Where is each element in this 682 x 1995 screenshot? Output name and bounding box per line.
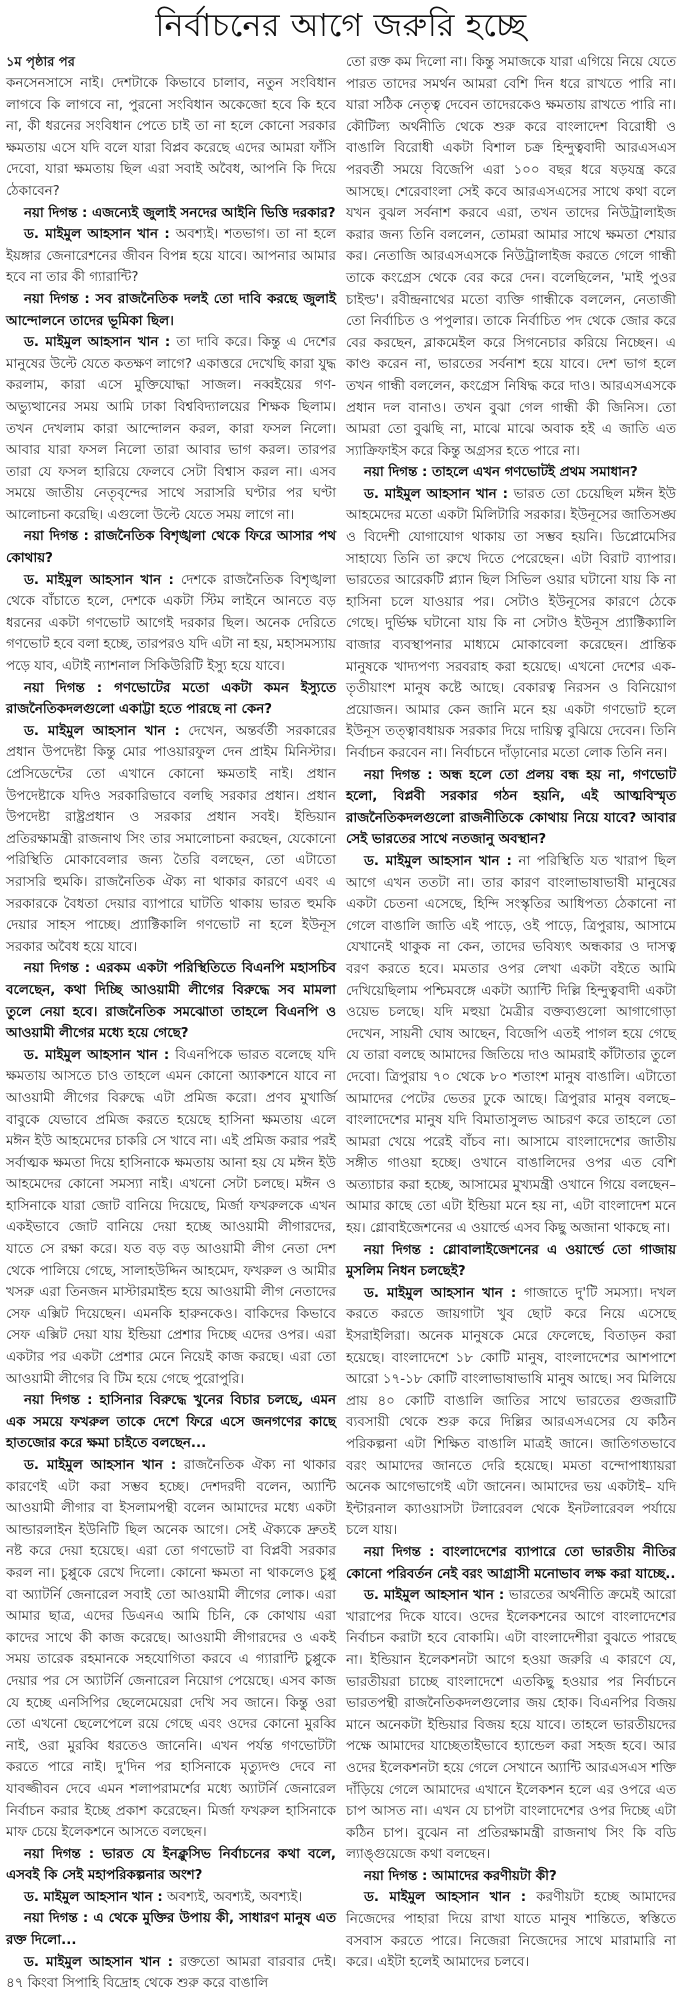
speaker-name: ড. মাইমুল আহসান খান : [24, 227, 170, 243]
answer-paragraph [6, 570, 336, 678]
answer-text: তা দাবি করে। কিন্তু এ দেশের মানুষের উল্টে যেতে কতক্ষণ লাগে? একাত্তরে দেখেছি কারা যুদ্ধ করলাম, কারা এসে মুক্তিযোদ্ধা সাজল। নব্বইয়ের গণ-অভ্যুত্থানের সময় আমি ঢাকা বিশ্ববিদ্যালয়ের শিক্ষক ছিলাম। তখন দেখলাম কারা আন্দোলন করল, কারা ফসল নিলো। আবার যারা ফসল নিলো তারা আবার ভাগ করল। তারপর তারা যে ফসল হারিয়ে ফেলবে সেটা বিশ্বাস করল না। এসব সময়ে জাতীয় নেতৃবৃন্দের সাথে সরাসরি ঘণ্টার পর ঘণ্টা আলোচনা করেছি। এগুলো উল্টে যেতে সময় লাগে না। [6, 335, 336, 523]
question-paragraph: নয়া দিগন্ত : বাংলাদেশের ব্যাপারে তো ভারতীয় নীতির কোনো পরিবর্তন নেই বরং আগ্রাসী মনোভাব লক্ষ করা যাচ্ছে.. [346, 1544, 676, 1582]
speaker-name: ড. মাইমুল আহসান খান : [364, 486, 509, 502]
answer-text: ভারত তো চেয়েছিল মঈন ইউ আহমেদের মতো একটা মিলিটারি সরকার। ইউনূসের জাতিসঙ্ঘ ও বিদেশী যোগাযোগ থাকায় তা সম্ভব হয়নি। ডিপ্লোমেসির সাহায্যে তিনি তা রুখে দিতে পেরেছেন। এটা বিরাট ব্যাপার। ভারতের আরেকটি প্ল্যান ছিল সিভিল ওয়ার ঘটানো যায় কি না হাসিনা চলে যাওয়ার পর। সেটাও ইউনূসের কারণে ঠেকে গেছে। দুর্ভিক্ষ ঘটানো যায় কি না সেটাও ইউনূস প্র্যাক্টিক্যালি বাজার ব্যবস্থাপনার মাধ্যমে মোকাবেলা করেছেন। প্রান্তিক মানুষকে খাদ্যপণ্য সরবরাহ করা হয়েছে। এখনো দেশের এক-তৃতীয়াংশ মানুষ কষ্টে আছে। বেকারত্ব নিরসন ও বিনিয়োগ প্রয়োজন। আমার কেন জানি মনে হয় একটা গণভোট হলে ইউনূস তত্ত্বাবধায়ক সরকার দিয়ে দায়িত্ব বুঝিয়ে দেবেন। তিনি নির্বাচন করবেন না। নির্বাচনে দাঁড়ানোর মতো লোক তিনি নন। [346, 486, 676, 761]
speaker-name: ড. মাইমুল আহসান খান : [364, 1285, 517, 1301]
question-paragraph: নয়া দিগন্ত : এ থেকে মুক্তির উপায় কী, সাধারণ মানুষ এত রক্ত দিলো... [6, 1911, 336, 1949]
speaker-name: ড. মাইমুল আহসান খান : [24, 1889, 163, 1905]
answer-paragraph [346, 1585, 676, 1866]
answer-paragraph [6, 1045, 336, 1391]
speaker-name: ড. মাইমুল আহসান খান : [24, 723, 180, 739]
column-right [346, 52, 676, 1971]
answer-text: বিএনপিকে ভারত বলেছে যদি ক্ষমতায় আসতে চাও তাহলে এমন কোনো অ্যাকশনে যাবে না আওয়ামী লীগের বিরুদ্ধে এটা প্রমিজ করো। প্রণব মুখার্জি বাবুকে যেভাবে প্রমিজ করতে হয়েছে হাসিনা ক্ষমতায় এলে মঈন ইউ আহমেদের চাকরি সে খাবে না। এই প্রমিজ করার পরই সর্বাত্মক ক্ষমতা দিয়ে হাসিনাকে ক্ষমতায় আনা হয় যে মঈন ইউ আহমেদের কোনো সমস্যা নাই। এখনো সেটা চলছে। মঈন ও হাসিনাকে যারা জোট বানিয়ে দিয়েছে, মির্জা ফখরুলকে এখন একইভাবে জোট বানিয়ে দেয়া হচ্ছে আওয়ামী লীগারদের, যাতে সে রক্ষা করে। যত বড় বড় আওয়ামী লীগ নেতা দেশ থেকে পালিয়ে গেছে, সালাহউদ্দিন আহমেদ, ফখরুল ও আমীর খসরু এরা তিনজন মাস্টারমাইন্ড হয়ে আওয়ামী লীগ নেতাদের সেফ এক্সিট দিয়েছেন। এমনকি হারুনকেও। বাকিদের কিভাবে সেফ এক্সিট দেয়া যায় ইন্ডিয়া প্রেশার দিচ্ছে এদের ওপর। এরা একটার পর একটা প্রেশার মেনে নিয়েই কাজ করছে। এরা তো আওয়ামী লীগের বি টিম হয়ে গেছে পুরোপুরি। [6, 1047, 336, 1387]
text-paragraph: তো রক্ত কম দিলো না। কিন্তু সমাজকে যারা এগিয়ে নিয়ে যেতে পারত তাদের সমর্থন আমরা বেশি দিন ধরে রাখতে পারি না। যারা সঠিক নেতৃত্ব দেবেন তাদেরকেও ক্ষমতায় রাখতে পারি না। কৌটিল্য অর্থনীতি থেকে শুরু করে বাংলাদেশ বিরোধী ও বাঙালি বিরোধী একটা বিশাল চক্র হিন্দুত্ববাদী আরএসএস পরবর্তী সময়ে বিজেপি এরা ১০০ বছর ধরে ষড়যন্ত্র করে আসছে। শেরেবাংলা সেই কবে আরএসএসের সাথে কথা বলে যখন বুঝল সর্বনাশ করবে এরা, তখন তাদের নিউট্রালাইজ করার জন্য তিনি বললেন, তোমরা আমার সাথে ক্ষমতা শেয়ার কর। নেতাজি আরএসএসকে নিউট্রালাইজ করতে গেলে গান্ধী তাকে কংগ্রেস থেকে বের করে দেন। বলেছিলেন, 'মাই পুওর চাইল্ড'। রবীন্দ্রনাথের মতো ব্যক্তি গান্ধীকে বললেন, নেতাজী তো নির্বাচিত ও পপুলার। তাকে নির্বাচিত পদ থেকে জোর করে বের করছেন, ব্লাকমেইল করে সিগনেচার করিয়ে নিচ্ছেন। এ কাণ্ড করেন না, ভারতের সর্বনাশ হয়ে যাবে। দেশ ভাগ হলে তখন গান্ধী বললেন, কংগ্রেস নিষিদ্ধ করে দাও। আরএসএসকে প্রধান দল বানাও। তখন বুঝা গেল গান্ধী কী জিনিস। তো আমরা তো বুঝছি না, মাঝে মাঝে অবাক হই এ জাতি এত স্যাক্রিফাইস করে কিন্তু অগ্রসর হতে পারে না। [346, 55, 676, 459]
answer-text: অবশ্যই, অবশ্যই, অবশ্যই। [162, 1889, 303, 1905]
speaker-name: ড. মাইমুল আহসান খান : [364, 1588, 505, 1604]
speaker-name: ড. মাইমুল আহসান খান : [24, 1047, 170, 1063]
answer-paragraph [346, 484, 676, 765]
speaker-name: ড. মাইমুল আহসান খান : [364, 853, 512, 869]
speaker-name: ড. মাইমুল আহসান খান : [24, 572, 174, 588]
headline: নির্বাচনের আগে জরুরি হচ্ছে [155, 6, 527, 44]
question-paragraph: নয়া দিগন্ত : অন্ধ হলে তো প্রলয় বন্ধ হয় না, গণভোট হলো, বিপ্লবী সরকার গঠন হয়নি, এই আত্মবিস্মৃত রাজনৈতিকদলগুলো রাজনীতিকে কোথায় নিয়ে যাবে? আবার সেই ভারতের সাথে নতজানু অবস্থান? [346, 767, 676, 848]
speaker-name: ড. মাইমুল আহসান খান : [24, 1458, 177, 1473]
answer-text: করণীয়টা হচ্ছে আমাদের নিজেদের পাহারা দিয়ে রাখা যাতে মানুষ শান্তিতে, স্বস্তিতে বসবাস করতে পারে। নিজেরা নিজেদের সাথে মারামারি না করে। এইটা হলেই আমাদের চলবে। [346, 1890, 676, 1971]
speaker-name: ড. মাইমুল আহসান খান : [364, 1890, 527, 1906]
speaker-name: ড. মাইমুল আহসান খান : [24, 335, 171, 351]
continued-from-label: ১ম পৃষ্ঠার পর [6, 55, 75, 70]
answer-paragraph [346, 851, 676, 1240]
column-left [6, 52, 336, 1992]
question-paragraph: নয়া দিগন্ত : রাজনৈতিক বিশৃঙ্খলা থেকে ফিরে আসার পথ কোথায়? [6, 529, 336, 567]
question-paragraph: নয়া দিগন্ত : গ্লোবালাইজেশনের এ ওয়ার্ল্ডে তো গাজায় মুসলিম নিধন চলছেই? [346, 1242, 676, 1280]
answer-paragraph [6, 224, 336, 289]
answer-text: দেখেন, অন্তর্বর্তী সরকারের প্রধান উপদেষ্টা কিন্তু মোর পাওয়ারফুল দেন প্রাইম মিনিস্টার। প্রেসিডেন্টের তো এখানে কোনো ক্ষমতাই নাই। প্রধান উপদেষ্টাকে যদিও সরকারিভাবে বলছি সরকার প্রধান। প্রধান উপদেষ্টা রাষ্ট্রপ্রধান ও সরকার প্রধান সবই। ইন্ডিয়ান প্রতিরক্ষামন্ত্রী রাজনাথ সিং তার সমালোচনা করছেন, যেকোনো পরিস্থিতি মোকাবেলার জন্য তৈরি বলছেন, তো এটাতো সরাসরি হুমকি। রাজনৈতিক ঐক্য না থাকার কারণে এবং এ সরকারকে বৈধতা দেয়ার ব্যাপারে ঘাটতি থাকায় ভারত হুমকি দেয়ার সাহস পাচ্ছে। প্র্যাক্টিকালি গণভোট না হলে ইউনূস সরকার অবৈধ হয়ে যাবে। [6, 723, 336, 955]
question-paragraph: নয়া দিগন্ত : এরকম একটা পরিস্থিতিতে বিএনপি মহাসচিব বলেছেন, কথা দিচ্ছি আওয়ামী লীগের বিরুদ্ধে সব মামলা তুলে নেয়া হবে। রাজনৈতিক সমঝোতা তাহলে বিএনপি ও আওয়ামী লীগের মধ্যে হয়ে গেছে? [6, 961, 336, 1042]
question-paragraph: নয়া দিগন্ত : গণভোটের মতো একটা কমন ইস্যুতে রাজনৈতিকদলগুলো একাট্টা হতে পারছে না কেন? [6, 680, 336, 718]
article-body [0, 52, 682, 1992]
question-paragraph: নয়া দিগন্ত : তাহলে এখন গণভোটই প্রথম সমাধান? [364, 465, 638, 481]
answer-paragraph [6, 721, 336, 959]
question-paragraph: নয়া দিগন্ত : সব রাজনৈতিক দলই তো দাবি করছে জুলাই আন্দোলনে তাদের ভূমিকা ছিল। [6, 291, 336, 329]
answer-text: দেশকে রাজনৈতিক বিশৃঙ্খলা থেকে বাঁচাতে হলে, দেশকে একটা স্টিম লাইনে আনতে বড় ধরনের একটা গণভোট আগেই দরকার ছিল। অনেক দেরিতে গণভোট হবে বলা হচ্ছে, তারপরও যদি এটা না হয়, মহাসমস্যায় পড়ে যাব, এটাই ন্যাশনাল সিকিউরিটি ইস্যু হয়ে যাবে। [6, 572, 336, 675]
question-paragraph: নয়া দিগন্ত : হাসিনার বিরুদ্ধে খুনের বিচার চলছে, এমন এক সময়ে ফখরুল তাকে দেশে ফিরে এসে জনগণের কাছে হাতজোর করে ক্ষমা চাইতে বলছেন... [6, 1393, 336, 1452]
answer-text: রক্ততো আমরা বারবার দেই। ৪৭ কিংবা সিপাহি বিদ্রোহ থেকে শুরু করে বাঙালি [6, 1954, 336, 1992]
speaker-name: ড. মাইমুল আহসান খান : [24, 1954, 174, 1970]
answer-paragraph [6, 1952, 336, 1995]
answer-paragraph [6, 1887, 336, 1909]
question-paragraph: নয়া দিগন্ত : আমাদের করণীয়টা কী? [364, 1868, 557, 1884]
answer-paragraph [6, 1455, 336, 1844]
answer-text: গাজাতে দু'টি সমস্যা। দখল করতে করতে জায়গাটা খুব ছোট করে নিয়ে এসেছে ইসরাইলিরা। অনেক মানুষকে মেরে ফেলেছে, বিতাড়ন করা হয়েছে। বাংলাদেশে ১৮ কোটি মানুষ, বাংলাদেশের আশপাশে আরো ১৭-১৮ কোটি বাংলাভাষাভাষি মানুষ আছে। সব মিলিয়ে প্রায় ৪০ কোটি বাঙালি জাতির সাথে ভারতের গুজরাটি ব্যবসায়ী থেকে শুরু করে দিল্লির আরএসএসের যে কঠিন পরিকল্পনা এটা শিক্ষিত বাঙালি মাত্রই জানে। জাতিগতভাবে বরং আমাদের জানতে দেরি হয়েছে। মমতা বন্দোপাধ্যায়রা অনেক আগেভাগেই এটা জানেন। আমাদের ভয় একটাই– যদি ইন্টারনাল ক্যাওয়াসটা টলারেবল থেকে ইনটলারেবল পর্যায়ে চলে যায়। [346, 1285, 676, 1539]
answer-text: অবশ্যই। শতভাগ। তা না হলে ইয়ঙ্গার জেনারেশনের জীবন বিপন্ন হয়ে যাবে। আপনার আমার হবে না তার কী গ্যারান্টি? [6, 227, 336, 286]
answer-text: ভারতের অর্থনীতি ক্রমেই আরো খারাপের দিকে যাবে। ওদের ইলেকশনের আগে বাংলাদেশের নির্বাচন করাটা হবে বোকামি। এটা বাংলাদেশীরা বুঝতে পারছে না। ইন্ডিয়ান ইলেকশনটা আগে হওয়া জরুরি এ কারণে যে, ভারতীয়রা চাচ্ছে বাংলাদেশে এতকিছু হওয়ার পর নির্বাচনে ভারতপন্থী রাজনৈতিকদলগুলোর জয় হোক। বিএনপির বিজয় মানে অনেকটা ইন্ডিয়ার বিজয় হয়ে যাবে। তাহলে ভারতীয়দের পক্ষে আমাদের যাচ্ছেতাইভাবে হ্যান্ডেল করা সহজ হবে। আর ওদের ইলেকশনটা হয়ে গেলে সেখানে অ্যান্টি আরএসএস শক্তি দাঁড়িয়ে গেলে আমাদের এখানে ইলেকশন হলে এর ওপরে এত চাপ আসত না। এখন যে চাপটা বাংলাদেশের ওপর দিচ্ছে এটা কঠিন চাপ। বুঝেন না প্রতিরক্ষামন্ত্রী রাজনাথ সিং কি বডি ল্যাঙ্গুয়েজে কথা বলছেন। [346, 1588, 676, 1863]
answer-paragraph [6, 332, 336, 526]
question-paragraph: নয়া দিগন্ত : এজন্যেই জুলাই সনদের আইনি ভিত্তি দরকার? [24, 205, 336, 221]
text-paragraph: কনসেনসাসে নাই। দেশটাকে কিভাবে চালাব, নতুন সংবিধান লাগবে কি লাগবে না, পুরনো সংবিধান অকেজো হবে কি হবে না, কী ধরনের সংবিধান পেতে চাই তা না হলে কোনো সরকার ক্ষমতায় এসে যদি বলে যারা বিপ্লব করেছে এদের আমরা ফাঁসি দেবো, যারা ক্ষমতায় ছিল এরা সবাই অবৈধ, আপনি কি দিয়ে ঠেকাবেন? [6, 76, 336, 199]
question-paragraph: নয়া দিগন্ত : ভারত যে ইনক্লুসিভ নির্বাচনের কথা বলে, এসবই কি সেই মহাপরিকল্পনার অংশ? [6, 1846, 336, 1884]
answer-text: না পরিস্থিতি যত খারাপ ছিল আগে এখন ততটা না। তার কারণ বাংলাভাষাভাষী মানুষের একটা চেতনা এসেছে, হিন্দি সংস্কৃতির আধিপত্য ঠেকানো না গেলে বাঙালি জাতি এই পাড়ে, ওই পাড়ে, ত্রিপুরায়, আসামে যেখানেই থাকুক না কেন, তাদের ভবিষ্যৎ অন্ধকার ও দাসত্ব বরণ করতে হবে। মমতার ওপর লেখা একটা বইতে আমি দেখিয়েছিলাম পশ্চিমবঙ্গে একটা অ্যান্টি দিল্লি হিন্দুত্ববাদী একটা ওয়েভ চলছে। যদি মহুয়া মৈত্রীর বক্তব্যগুলো আগাগোড়া দেখেন, সায়নী ঘোষ আছেন, বিজেপি এতই পাগল হয়ে গেছে যে তারা বলছে আমাদের জিতিয়ে দাও আমরাই কাঁটাতার তুলে দেবো। ত্রিপুরায় ৭০ থেকে ৮০ শতাংশ মানুষ বাঙালি। এটাতো আমাদের পেটের ভেতর ঢুকে আছে। ত্রিপুরার মানুষ বলছে– বাংলাদেশের মানুষ যদি বিমাতাসুলভ আচরণ করে তাহলে তো আমরা খেয়ে পরেই বাঁচব না। আসামে বাংলাদেশের জাতীয় সঙ্গীত গাওয়া হচ্ছে। ওখানে বাঙালিদের ওপর এত বেশি অত্যাচার করা হচ্ছে, আসামের মুখ্যমন্ত্রী ওখানে গিয়ে বলছেন– আমার কাছে তো এটা ইন্ডিয়া মনে হয় না, এটা বাংলাদেশ মনে হয়। গ্লোবাইজেশনের এ ওয়ার্ল্ডে এসব কিছু অজানা থাকছে না। [346, 853, 676, 1237]
answer-text: রাজনৈতিক ঐক্য না থাকার কারণেই এটা করা সম্ভব হচ্ছে। দেশদরদী বলেন, অ্যান্টি আওয়ামী লীগার বা ইসলামপন্থী বলেন আমাদের মধ্যে একটা আন্ডারলাইন ইউনিটি ছিল অনেক আগে। সেই ঐক্যকে দ্রুতই নষ্ট করে দেয়া হয়েছে। এরা তো গণভোট বা বিপ্লবী সরকার করল না। চুপ্পুকে রেখে দিলো। কোনো ক্ষমতা না থাকলেও চুপ্পু বা অ্যাটর্নি জেনারেল সবাই তো আওয়ামী লীগের লোক। এরা আমার ছাত্র, এদের ডিএনএ আমি চিনি, কে কোথায় এরা কাদের সাথে কী কাজ করেছে। আওয়ামী লীগারদের ও একই সময় তারেক রহমানকে সহযোগিতা করবে এ গ্যারান্টি চুপ্পুকে দেয়ার পর সে অ্যাটর্নি জেনারেল নিয়োগ পেয়েছে। এসব কাজ যে হচ্ছে এনসিপির ছেলেমেয়েরা দেখি সব জানে। কিন্তু ওরা তো এখনো ছেলেপেলে রয়ে গেছে এবং ওদের কোনো মুরব্বি নাই, ওরা মুরব্বি ধরতেও জানেনি। এখন পর্যন্ত গণভোটটা করতে পারে নাই। দু'দিন পর হাসিনাকে মৃত্যুদণ্ড দেবে না যাবজ্জীবন দেবে এমন শলাপরামর্শের মধ্যে অ্যাটর্নি জেনারেল নির্বাচন করার ইচ্ছে প্রকাশ করেছেন। মির্জা ফখরুল হাসিনাকে মাফ চেয়ে ইলেকশনে আসতে বলছেন। [6, 1458, 336, 1841]
answer-paragraph [346, 1283, 676, 1542]
answer-paragraph [346, 1887, 676, 1973]
